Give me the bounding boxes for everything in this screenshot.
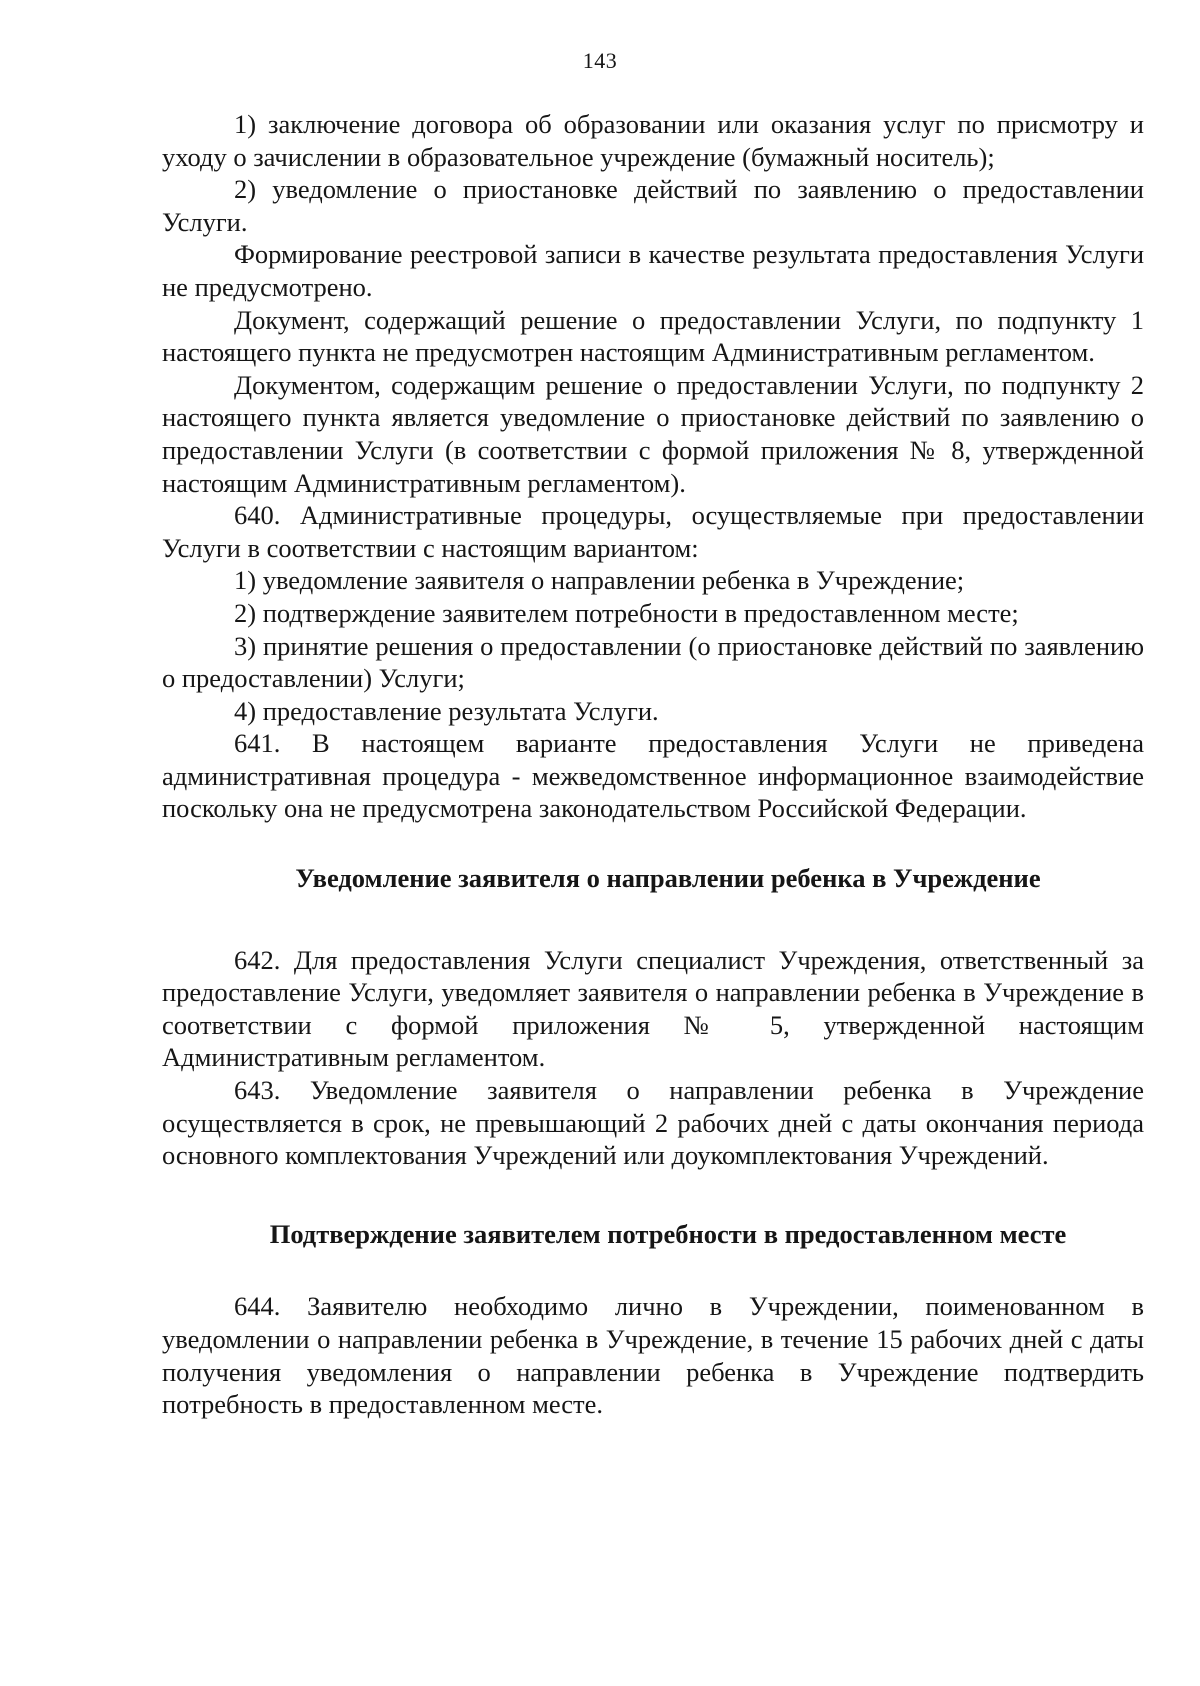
paragraph-document-subpoint-2: Документом, содержащим решение о предоставлении Услуги, по подпункту 2 настоящего пункта является уведомление о приостановке действий по заявлению о предоставлении Услуги (в соответствии с формой приложения № 8, утвержденной настоящим Административным регламентом). <box>162 369 1144 498</box>
paragraph-640: 640. Административные процедуры, осуществляемые при предоставлении Услуги в соответствии с настоящим вариантом: <box>162 500 1144 563</box>
paragraph-result-item-1: 1) заключение договора об образовании или оказания услуг по присмотру и уходу о зачислении в образовательное учреждение (бумажный носитель); <box>162 109 1144 172</box>
paragraph-procedure-4: 4) предоставление результата Услуги. <box>234 695 659 726</box>
paragraph-procedure-3: 3) принятие решения о предоставлении (о приостановке действий по заявлению о предоставлении) Услуги; <box>162 630 1144 694</box>
paragraph-procedure-1: 1) уведомление заявителя о направлении ребенка в Учреждение; <box>234 565 965 596</box>
paragraph-procedure-2: 2) подтверждение заявителем потребности в предоставленном месте; <box>234 597 1019 628</box>
paragraph-result-item-2: 2) уведомление о приостановке действий по заявлению о предоставлении Услуги. <box>162 174 1144 237</box>
paragraph-644: 644. Заявителю необходимо лично в Учреждении, поименованном в уведомлении о направлении ребенка в Учреждение, в течение 15 рабочих дней с даты получения уведомления о направлении ребенка в Учреждение подтвердить потребность в предоставленном месте. <box>162 1291 1144 1420</box>
section-heading-notification: Уведомление заявителя о направлении ребенка в Учреждение <box>295 863 1041 894</box>
paragraph-document-subpoint-1: Документ, содержащий решение о предоставлении Услуги, по подпункту 1 настоящего пункта не предусмотрен настоящим Административным регламентом. <box>162 304 1144 368</box>
document-body <box>162 108 1144 1421</box>
paragraph-643: 643. Уведомление заявителя о направлении ребенка в Учреждение осуществляется в срок, не превышающий 2 рабочих дней с даты окончания периода основного комплектования Учреждений или доукомплектования Учреждений. <box>162 1075 1144 1171</box>
paragraph-642: 642. Для предоставления Услуги специалист Учреждения, ответственный за предоставление Услуги, уведомляет заявителя о направлении ребенка в Учреждение в соответствии с формой приложения № 5, утвержденной настоящим Административным регламентом. <box>162 944 1144 1073</box>
page-number: 143 <box>582 48 618 73</box>
paragraph-641: 641. В настоящем варианте предоставления Услуги не приведена административная процедура - межведомственное информационное взаимодействие поскольку она не предусмотрена законодательством Российской Федерации. <box>162 728 1144 824</box>
paragraph-registry-record: Формирование реестровой записи в качестве результата предоставления Услуги не предусмотрено. <box>162 239 1144 302</box>
section-heading-confirmation: Подтверждение заявителем потребности в предоставленном месте <box>269 1218 1067 1249</box>
